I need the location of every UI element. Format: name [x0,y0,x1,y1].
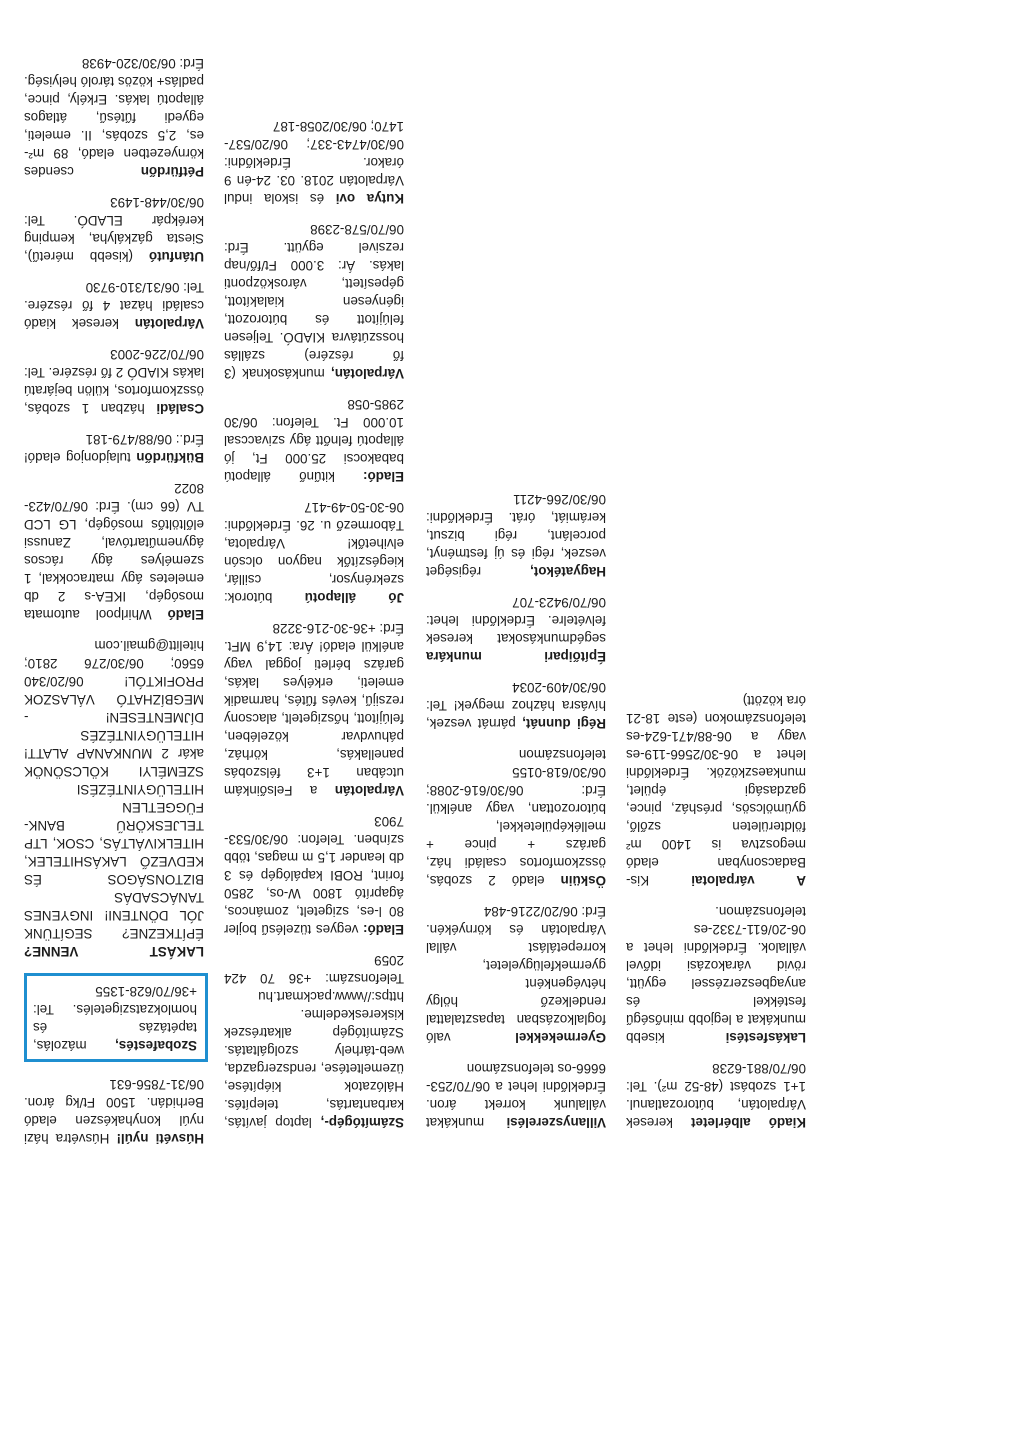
classified-ad [426,678,606,732]
boxed-classified-ad [24,973,208,1062]
ad-text: régiséget veszek, régi és új festményt, porcelánt, régi bizsut, kerámiát, órát. Érdeklődni: 06/30/266-4211 [426,492,606,579]
ad-text: bútorok: szekrénysor, csillár, kiegészítők nagyon olcsón elvihetők! Várpalota, Tábormező u. 26. Érdeklődni: 06-30-50-49-417 [224,500,404,605]
classified-ad [426,902,606,1046]
classified-ad [224,498,404,606]
classified-ad [24,345,204,417]
classified-ad [426,745,606,889]
ad-keyword: Kutya ovi [335,191,404,206]
ad-text: tulajdonjog eladó! Érd.: 06/88/479-181 [24,432,204,465]
classified-ad [224,812,404,938]
ad-keyword: Lakásfestési [725,1030,806,1045]
ad-text: kitűnő állapotú babakocsi 25.000 Ft, jó állapotú felnőtt ágy szivaccsal 10.000 Ft. Telefon: 06/30 2985-058 [224,397,404,484]
ad-text: munkásoknak (3 fő részére) szállás hosszútávra KIADÓ. Teljesen felújított és bútorozott, igényesen kialakított, gépesített, városközponti lakás. Ár: 3.000 Ft/fő/nap rezsivel együtt. Érd: 06/70/578-2398 [224,222,404,381]
ad-text: a Felsőinkám utcában 1+3 félszobás panellakás, körház, páhuvdvar közelében, felújított, hőszigetelt, alacsony rezsijű, kevés fűtés, harmadik emeleti, erkélyes lakás, garázs bérleti joggal vagy anélkül eladó! Ára: 14,9 MFt. Érd: +36-30-216-3228 [224,621,404,798]
ad-keyword: Hagyatékot, [530,564,606,579]
ad-keyword: Várpalotán [334,783,404,798]
classifieds-column-4 [24,41,204,1147]
ad-keyword: Húsvéti nyúl! [116,1131,204,1146]
classified-ad [24,54,204,180]
ad-keyword: Számítógép-, [320,1115,404,1130]
ad-keyword: LAKÁST VENNE? [24,944,204,959]
ad-keyword: Utánfutó [148,249,204,264]
ad-text: vegyes tüzelésű bojler 80 l-es, szigetelt, zománcos, ágaprító 1800 W-os, 2850 forint, ROBI kapálógép és 3 db leander 1,5 m magas, több színben. Telefon: 06/30/533-7903 [224,814,404,937]
classified-ad [426,490,606,580]
ad-text: keresek Várpalotán, bútorozatlanul. 1+1 szobást (48-52 m²). Tel: 06/70/881-6238 [626,1061,806,1130]
ad-keyword: A várpalotai [691,873,806,888]
classified-ad [626,902,806,1046]
ad-keyword: Villanyszerelési [506,1115,606,1130]
classified-ad [24,430,204,466]
classified-ad [224,951,404,1131]
classifieds-column-1 [626,678,806,1131]
ad-keyword: Várpalotán, [331,366,404,381]
ad-text: párnát veszek, hívásra házhoz megyek! Tel: 06/30/409-2034 [426,680,606,731]
classified-ad [24,193,204,265]
ad-keyword: Építőipari munkára [426,649,606,664]
ad-keyword: Régi dunnát, [522,716,606,731]
classified-ad [224,220,404,382]
ad-keyword: Családi [156,401,204,416]
ad-text: Whirlpool automata mosógép, IKEA-s 2 db emeletes ágy matracokkal, 1 személyes ágy rácsos ágyneműtartóval, Zanussi előltöltős mosógép, LG LCD TV (66 cm). Érd: 06/70/423-8022 [24,481,204,622]
ad-keyword: Kiadó albérletet [691,1115,806,1130]
classified-ad [24,1075,204,1147]
classified-ad [224,117,404,207]
ad-text: (kisebb méretű), Siesta gázkályha, kemping kerékpár ELADÓ. Tel: 06/30/448-1493 [24,195,204,264]
ad-text: keresek kiadó családi házat 4 fő részére. Tel: 06/31/310-9730 [24,280,204,331]
ad-keyword: Ösküin [560,873,606,888]
ad-keyword: Gyermekekkel [515,1030,606,1045]
ad-text: ÉPÍTKEZNE? SEGÍTÜNK JÓL DÖNTENI! INGYENES TANÁCSADÁS BIZTONSÁGOS ÉS KEDVEZŐ LAKÁSHITELEK, HITELKIVÁLTÁS, CSOK, LTP TELJESKÖRŰ BANK-FÜGGETLEN HITELÜGYINTÉZÉSI SZEMÉLYI KÖLCSÖNÖK akár 2 MUNKANAP ALATT! HITELÜGYINTÉZÉS DÍJMENTESEN! - MEGBÍZHATÓ VÁLASZOK PROFIKTÓL! 06/20/340 6560; 06/30/276 2810; hitelitt@gmail.com [24,638,204,941]
ad-text: csendes környezetben eladó, 89 m²-es, 2,5 szobás, II. emeleti, egyedi fűtésű, átlagos állapotú lakás. Erkély, pince, padlás+ közös tároló helyiség. Érd: 06/30/320-4938 [24,56,204,179]
classified-ad [626,691,806,889]
classified-ad [626,1059,806,1131]
ad-keyword: Jó állapotú [304,590,404,605]
ad-text: Kis-Badacsonyban eladó megosztva is 1400 m² földterületen szőlő, gyümölcsös, présház, pince, gazdasági épület, munkaeszközök. Érdeklődni lehet a 06-30/2566-119-es vagy a 06-88/471-624-es telefonszámokon (este 18-21 óra között) [626,693,806,888]
ad-text: kisebb munkákat a legjobb minőségű festékkel és anyagbeszerzéssel együtt, rövid várakozási idővel vállalok. Érdeklődni lehet a 06-20/611-7332-es telefonszámon. [626,904,806,1045]
ad-text: laptop javítás, karbantartás, telepítés. Hálózatok kiépítése, üzemeltetése, rendszergazda, web-tárhely szolgáltatás. Számítógép alkatrészek kiskereskedelme. https://www.packmart.hu Telefonszám: +36 70 424 2059 [224,953,404,1130]
ad-text: mázolás, tapétázás és homlokzatszigetelés. Tel: +36/70/628-1355 [33,984,197,1053]
classified-ad [426,1059,606,1131]
ad-text: és iskola indul Várpalotán 2018. 03. 24-én 9 órakor. Érdeklődni: 06/30/4743-337; 06/20/537-1470; 06/30/2058-187 [224,119,404,206]
classified-ad [224,395,404,485]
ad-text: segédmunkásokat keresek felvételre. Érdeklődni lehet: 06/70/9423-707 [426,595,606,646]
classified-ad [24,278,204,332]
ad-text: eladó 2 szobás, összkomfortos családi ház, garázs + pince + melléképületekkel, bútorozottan, vagy anélkül. Érd: 06/30/616-2088; 06/30/618-0155 telefonszámon [426,747,606,888]
ad-keyword: Eladó [167,607,204,622]
ad-keyword: Eladó: [363,469,404,484]
ad-keyword: Várpalotán [134,316,204,331]
classified-ad [426,593,606,665]
ad-keyword: Szobafestés, [115,1038,197,1053]
classified-ad [24,479,204,623]
classifieds-column-3 [224,104,404,1131]
ad-keyword: Eladó: [363,922,404,937]
ad-text: való foglalkozásban tapasztalattal rendelkező hölgy hétvégenként gyermekfelügyeletet, korrepetálást vállal Várpalotán és környékén. Érd: 06/20/2216-484 [426,904,606,1045]
classified-ad [224,619,404,799]
ad-text: Húsvétra házi nyúl konyhakészen eladó Berhidán. 1500 Ft/kg áron. 06/31-7856-631 [24,1077,204,1146]
ad-text: házban 1 szobás, összkomfortos, külön bejáratú lakás KIADÓ 2 fő részére. Tel: 06/70/226-2003 [24,347,204,416]
ad-text: munkákat vállalunk korrekt áron. Érdeklődni lehet a 06/70/253-6666-os telefonszámon [426,1061,606,1130]
ad-keyword: Bükfürdőn [136,450,204,465]
classified-ad [24,636,204,960]
ad-keyword: Pétfürdőn [140,164,204,179]
classifieds-column-2 [426,477,606,1131]
